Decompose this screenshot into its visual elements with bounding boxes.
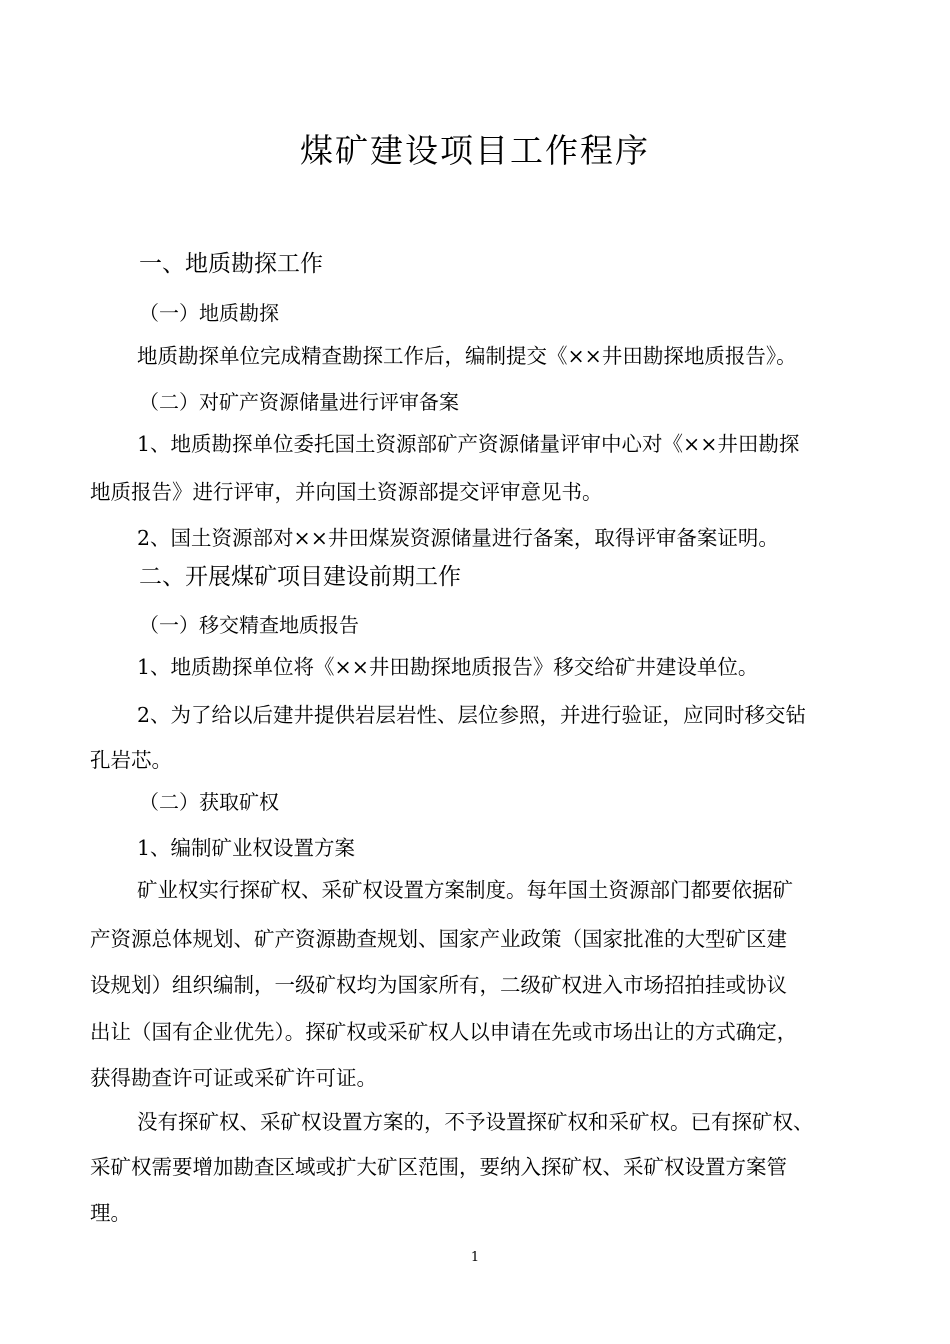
paragraph-1-1-1: 地质勘探单位完成精查勘探工作后，编制提交《××井田勘探地质报告》。: [137, 344, 797, 368]
paragraph-1-2-2: 2、国土资源部对××井田煤炭资源储量进行备案，取得评审备案证明。: [137, 526, 779, 550]
paragraph-2-2-2-line-1: 矿业权实行探矿权、采矿权设置方案制度。每年国土资源部门都要依据矿: [137, 878, 793, 902]
paragraph-2-2-2-line-4: 出让（国有企业优先）。探矿权或采矿权人以申请在先或市场出让的方式确定，: [90, 1020, 798, 1044]
paragraph-2-1-1: 1、地质勘探单位将《××井田勘探地质报告》移交给矿井建设单位。: [137, 655, 759, 679]
subsection-heading-2-2: （二）获取矿权: [139, 790, 279, 814]
section-heading-1: 一、地质勘探工作: [139, 251, 323, 277]
document-title: 煤矿建设项目工作程序: [300, 131, 650, 170]
paragraph-2-1-2-line-2: 孔岩芯。: [90, 748, 172, 772]
paragraph-2-2-2-line-2: 产资源总体规划、矿产资源勘查规划、国家产业政策（国家批准的大型矿区建: [90, 927, 787, 951]
paragraph-1-2-1-line-1: 1、地质勘探单位委托国土资源部矿产资源储量评审中心对《××井田勘探: [137, 432, 800, 456]
paragraph-2-2-2-line-3: 设规划）组织编制，一级矿权均为国家所有，二级矿权进入市场招拍挂或协议: [90, 973, 787, 997]
paragraph-2-2-1: 1、编制矿业权设置方案: [137, 836, 356, 860]
subsection-heading-2-1: （一）移交精查地质报告: [139, 613, 359, 637]
subsection-heading-1-1: （一）地质勘探: [139, 301, 279, 325]
subsection-heading-1-2: （二）对矿产资源储量进行评审备案: [139, 390, 459, 414]
paragraph-1-2-1-line-2: 地质报告》进行评审，并向国土资源部提交评审意见书。: [90, 480, 603, 504]
paragraph-2-2-2-line-5: 获得勘查许可证或采矿许可证。: [90, 1066, 377, 1090]
section-heading-2: 二、开展煤矿项目建设前期工作: [139, 564, 461, 590]
page-number: 1: [470, 1250, 480, 1265]
paragraph-2-2-3-line-2: 采矿权需要增加勘查区域或扩大矿区范围，要纳入探矿权、采矿权设置方案管: [90, 1155, 787, 1179]
paragraph-2-1-2-line-1: 2、为了给以后建井提供岩层岩性、层位参照，并进行验证，应同时移交钻: [137, 703, 807, 727]
paragraph-2-2-3-line-3: 理。: [90, 1201, 131, 1225]
paragraph-2-2-3-line-1: 没有探矿权、采矿权设置方案的，不予设置探矿权和采矿权。已有探矿权、: [137, 1110, 814, 1134]
